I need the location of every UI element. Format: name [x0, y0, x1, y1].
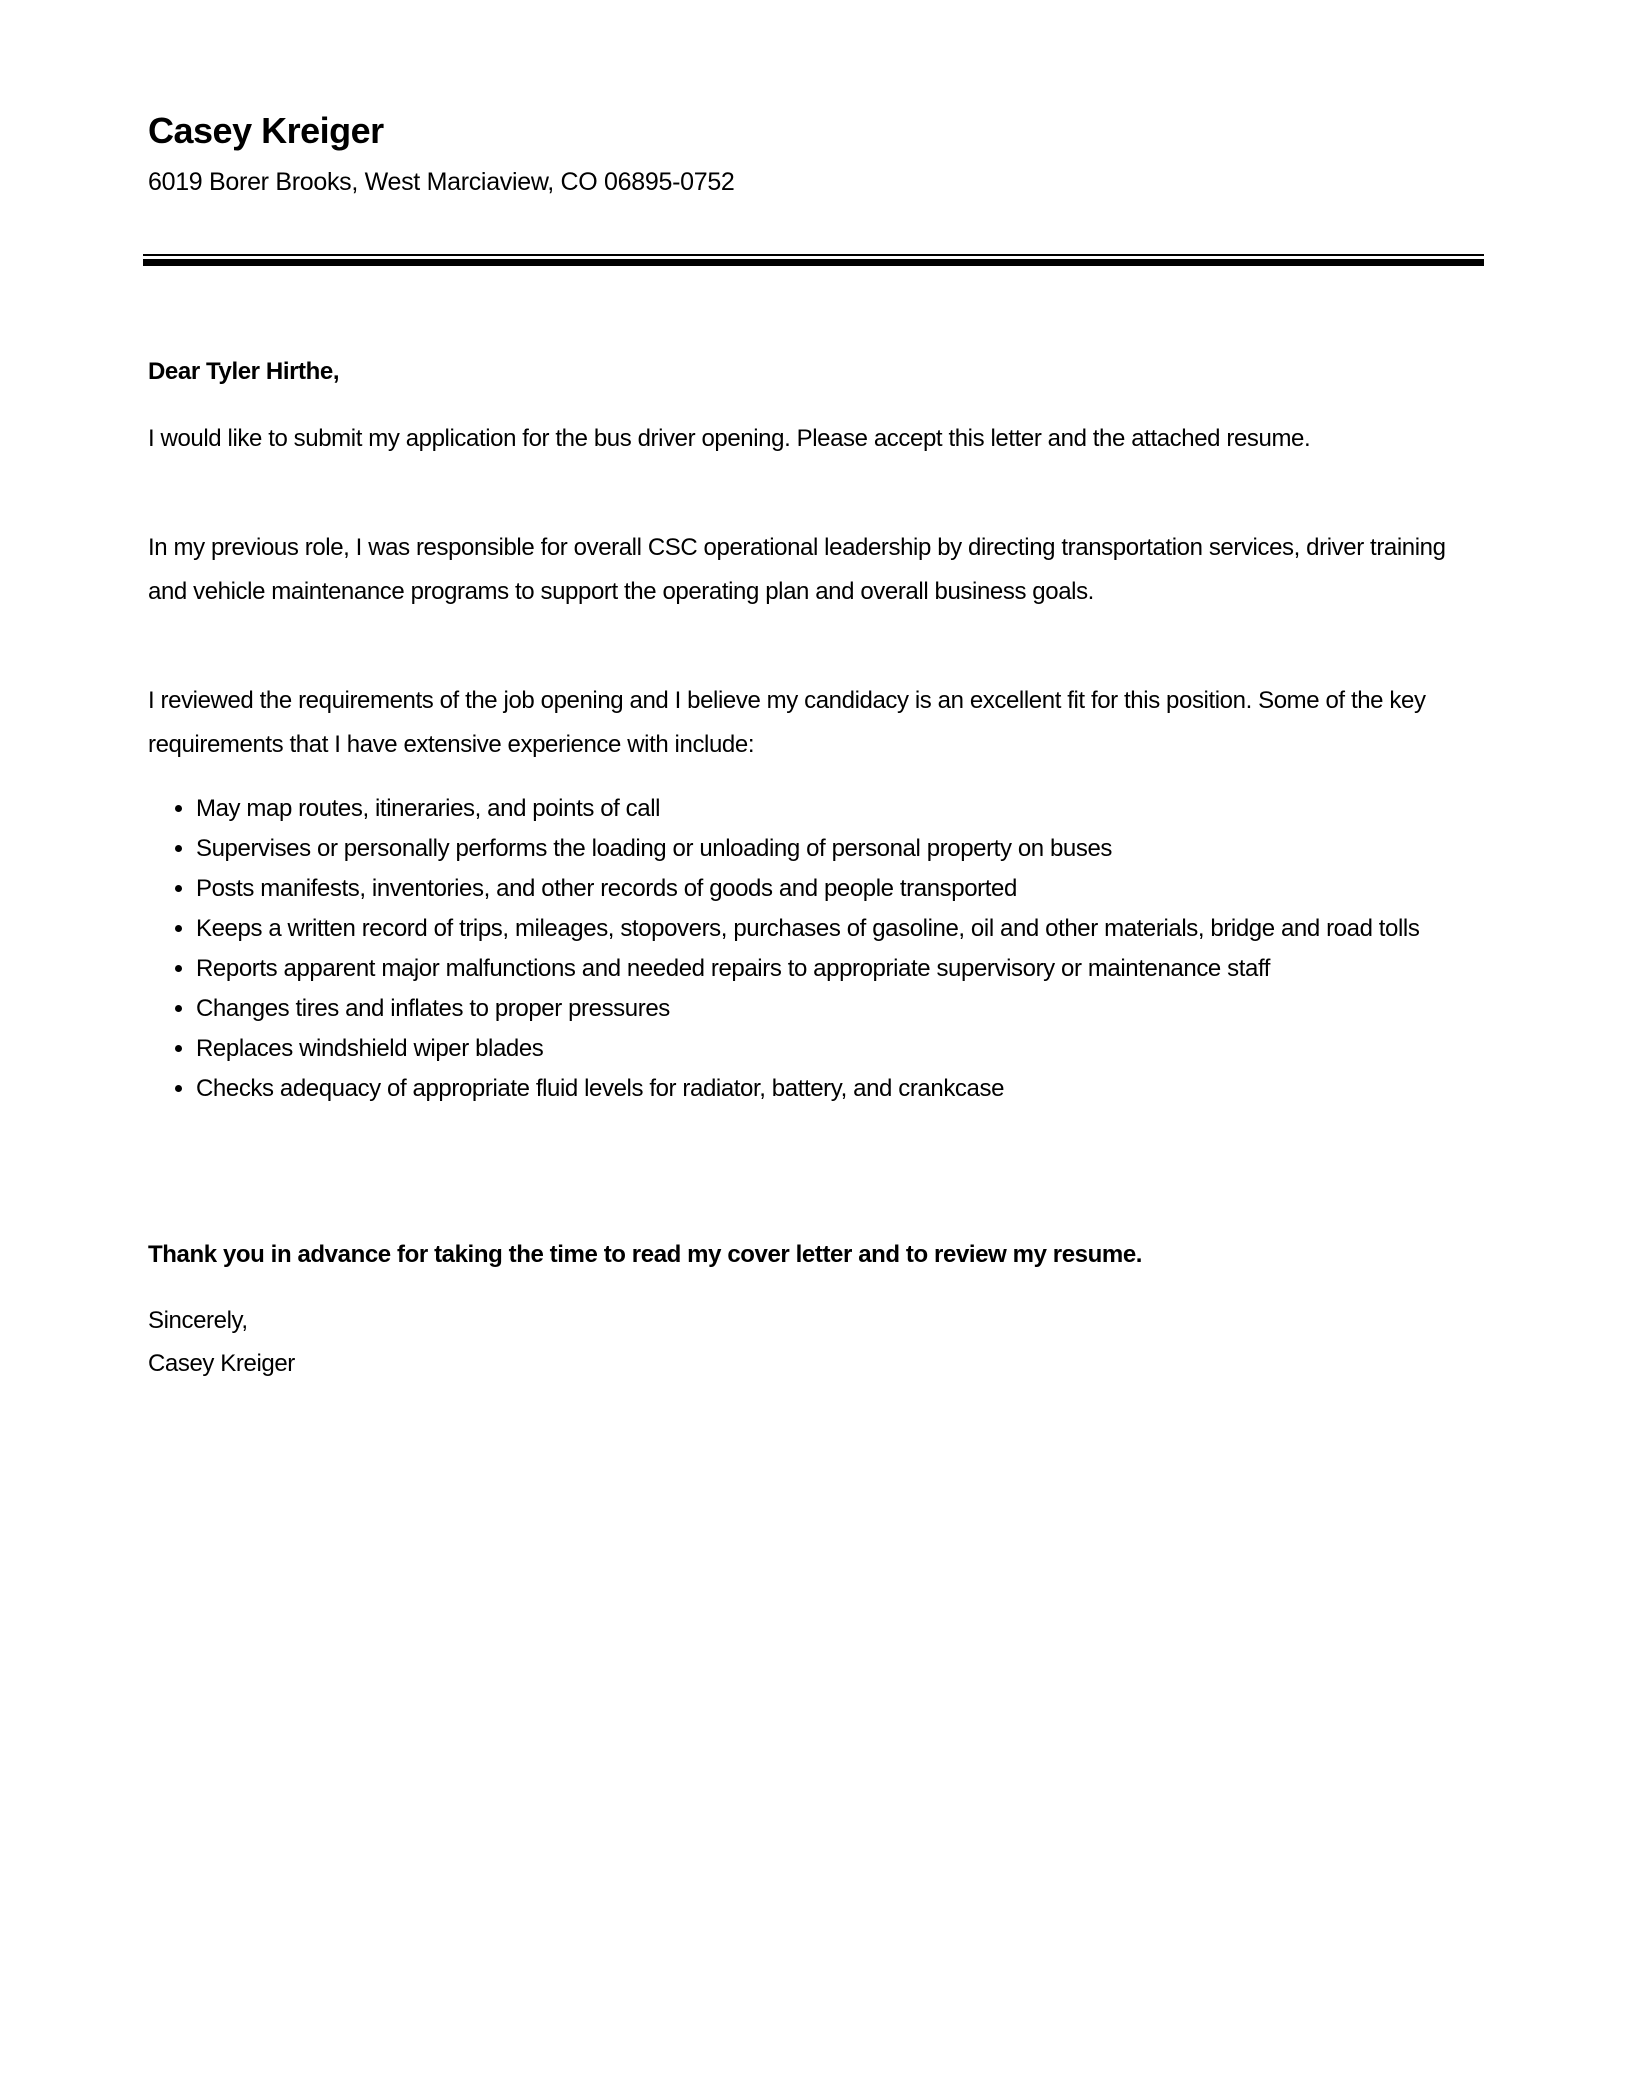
list-item: • Supervises or personally performs the loading or unloading of personal property on buses: [196, 829, 1536, 869]
list-item: • Checks adequacy of appropriate fluid levels for radiator, battery, and crankcase: [196, 1069, 1536, 1109]
signature: Casey Kreiger: [148, 1350, 295, 1377]
list-item: • May map routes, itineraries, and points of call: [196, 789, 1536, 829]
requirements-list: [148, 789, 1536, 1109]
header-divider-thin: [143, 254, 1484, 256]
applicant-address: 6019 Borer Brooks, West Marciaview, CO 06895-0752: [148, 168, 735, 196]
closing-statement: Thank you in advance for taking the time to read my cover letter and to review my resume.: [148, 1241, 1143, 1268]
header-divider-thick: [143, 259, 1484, 266]
sign-off: Sincerely,: [148, 1307, 248, 1334]
paragraph-requirements: I reviewed the requirements of the job opening and I believe my candidacy is an excellent fit for this position. Some of the key requirements that I have extensive experience with include:: [148, 687, 1426, 758]
applicant-name: Casey Kreiger: [148, 110, 384, 151]
list-item: • Replaces windshield wiper blades: [196, 1029, 1536, 1069]
paragraph-intro: I would like to submit my application for the bus driver opening. Please accept this letter and the attached resume.: [148, 425, 1311, 452]
list-item: • Reports apparent major malfunctions and needed repairs to appropriate supervisory or maintenance staff: [196, 949, 1536, 989]
list-item: • Changes tires and inflates to proper pressures: [196, 989, 1536, 1029]
list-item: • Posts manifests, inventories, and other records of goods and people transported: [196, 869, 1536, 909]
paragraph-experience: In my previous role, I was responsible for overall CSC operational leadership by directing transportation services, driver training and vehicle maintenance programs to support the operating plan and overall business goals.: [148, 534, 1446, 605]
list-item: • Keeps a written record of trips, mileages, stopovers, purchases of gasoline, oil and other materials, bridge and road tolls: [196, 909, 1536, 949]
salutation: Dear Tyler Hirthe,: [148, 358, 340, 385]
